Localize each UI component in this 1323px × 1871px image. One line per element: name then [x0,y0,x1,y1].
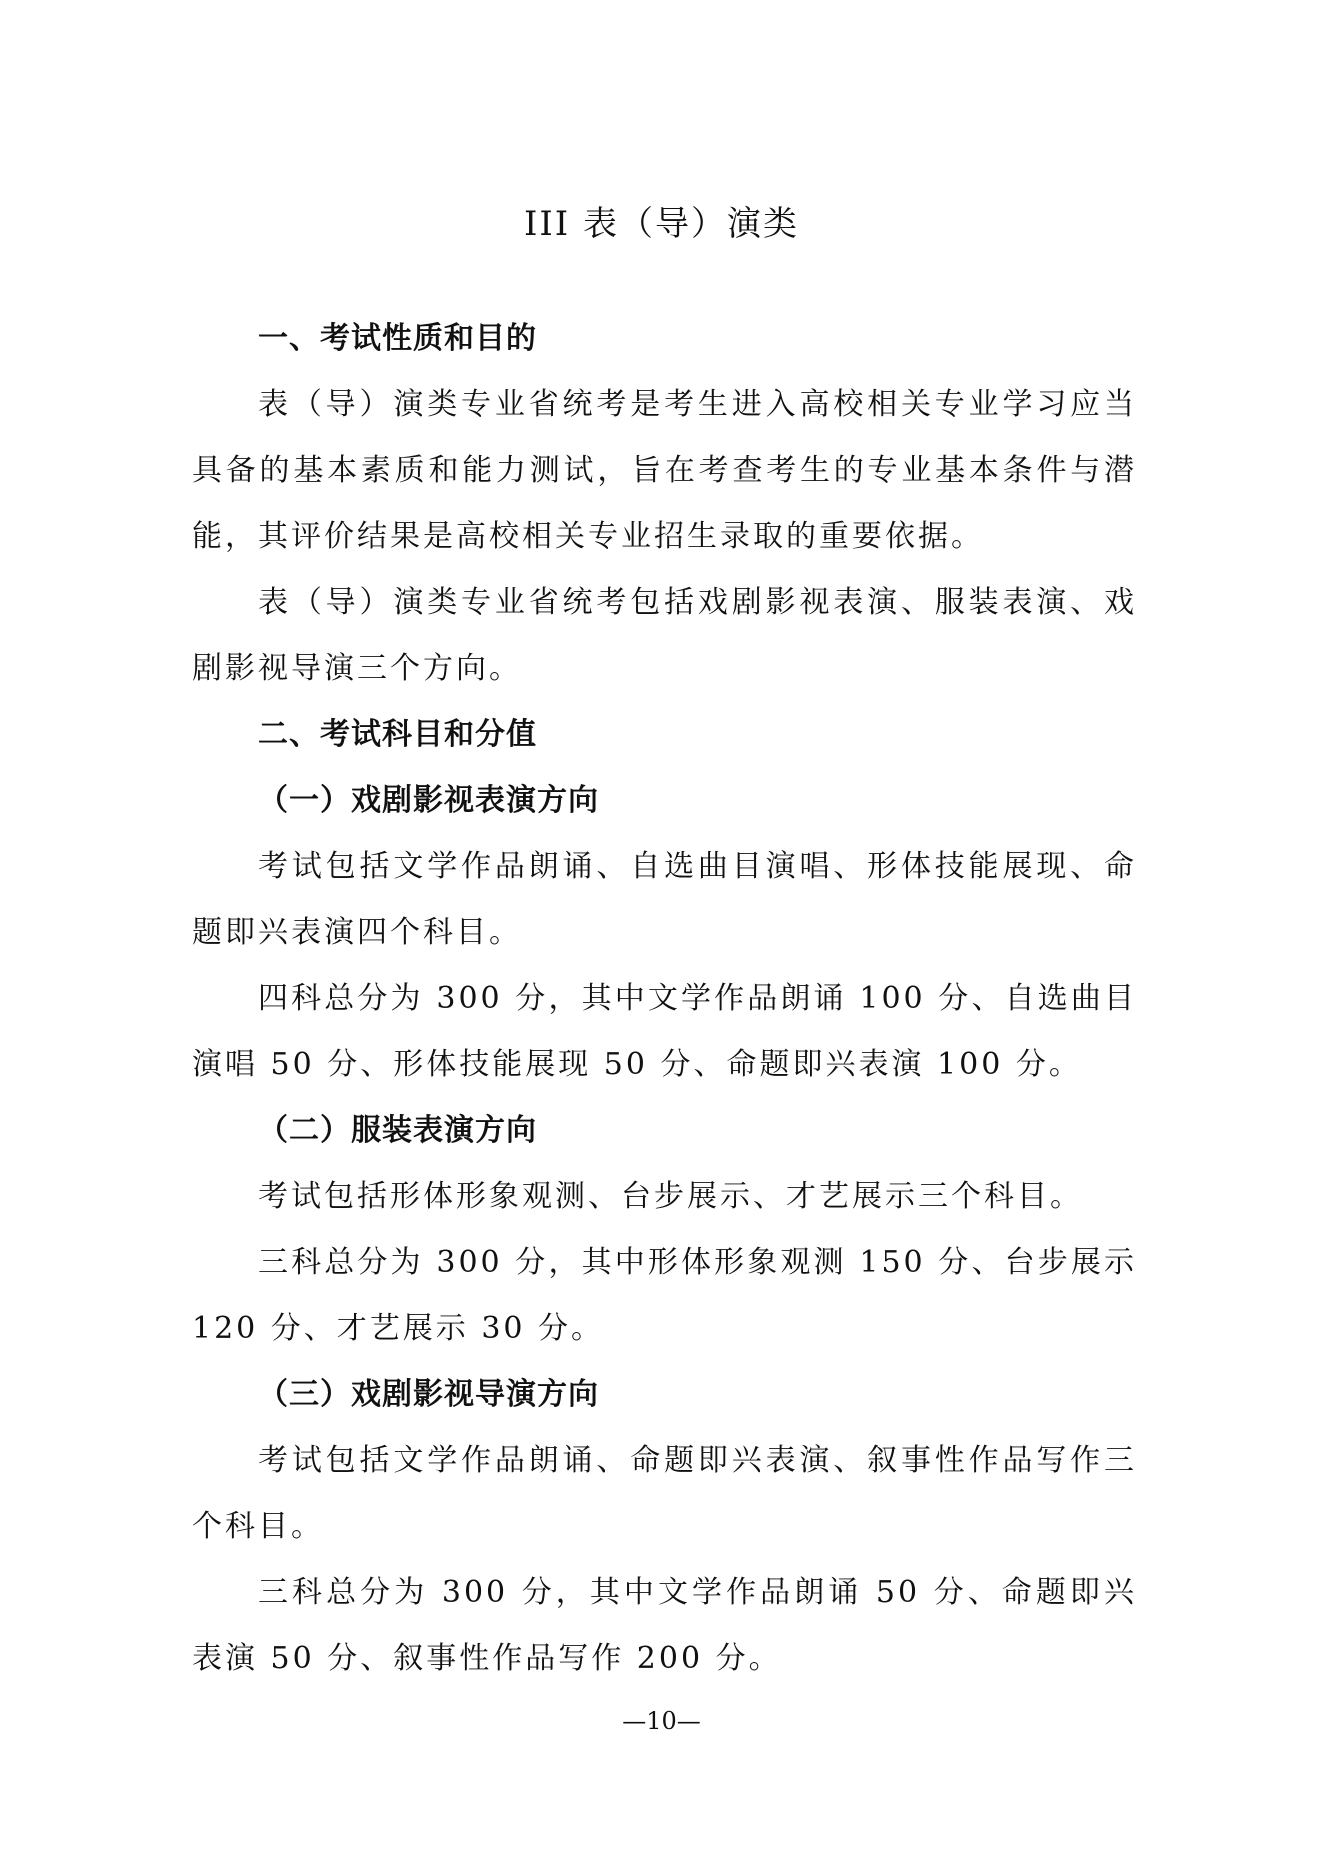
paragraph: 考试包括文学作品朗诵、命题即兴表演、叙事性作品写作三个科目。 [192,1443,1137,1544]
section-heading-exam-nature: 一、考试性质和目的 [258,321,537,356]
subsection-heading-drama-film-directing: （三）戏剧影视导演方向 [258,1377,599,1412]
page-number: —10— [622,1707,701,1735]
paragraph: 考试包括形体形象观测、台步展示、才艺展示三个科目。 [258,1179,1083,1214]
paragraph: 四科总分为 300 分，其中文学作品朗诵 100 分、自选曲目演唱 50 分、形体技能展现 50 分、命题即兴表演 100 分。 [192,981,1137,1082]
section-heading-subjects-scores: 二、考试科目和分值 [258,717,537,752]
subsection-heading-drama-film-acting: （一）戏剧影视表演方向 [258,783,599,818]
document-body [192,306,1137,1692]
paragraph: 表（导）演类专业省统考是考生进入高校相关专业学习应当具备的基本素质和能力测试，旨在考查考生的专业基本条件与潜能，其评价结果是高校相关专业招生录取的重要依据。 [192,387,1137,554]
paragraph: 考试包括文学作品朗诵、自选曲目演唱、形体技能展现、命题即兴表演四个科目。 [192,849,1137,950]
subsection-heading-fashion-modeling: （二）服装表演方向 [258,1113,537,1148]
paragraph: 表（导）演类专业省统考包括戏剧影视表演、服装表演、戏剧影视导演三个方向。 [192,585,1137,686]
page-title: III 表（导）演类 [523,204,800,244]
paragraph: 三科总分为 300 分，其中文学作品朗诵 50 分、命题即兴表演 50 分、叙事性作品写作 200 分。 [192,1575,1137,1676]
paragraph: 三科总分为 300 分，其中形体形象观测 150 分、台步展示 120 分、才艺展示 30 分。 [192,1245,1137,1346]
